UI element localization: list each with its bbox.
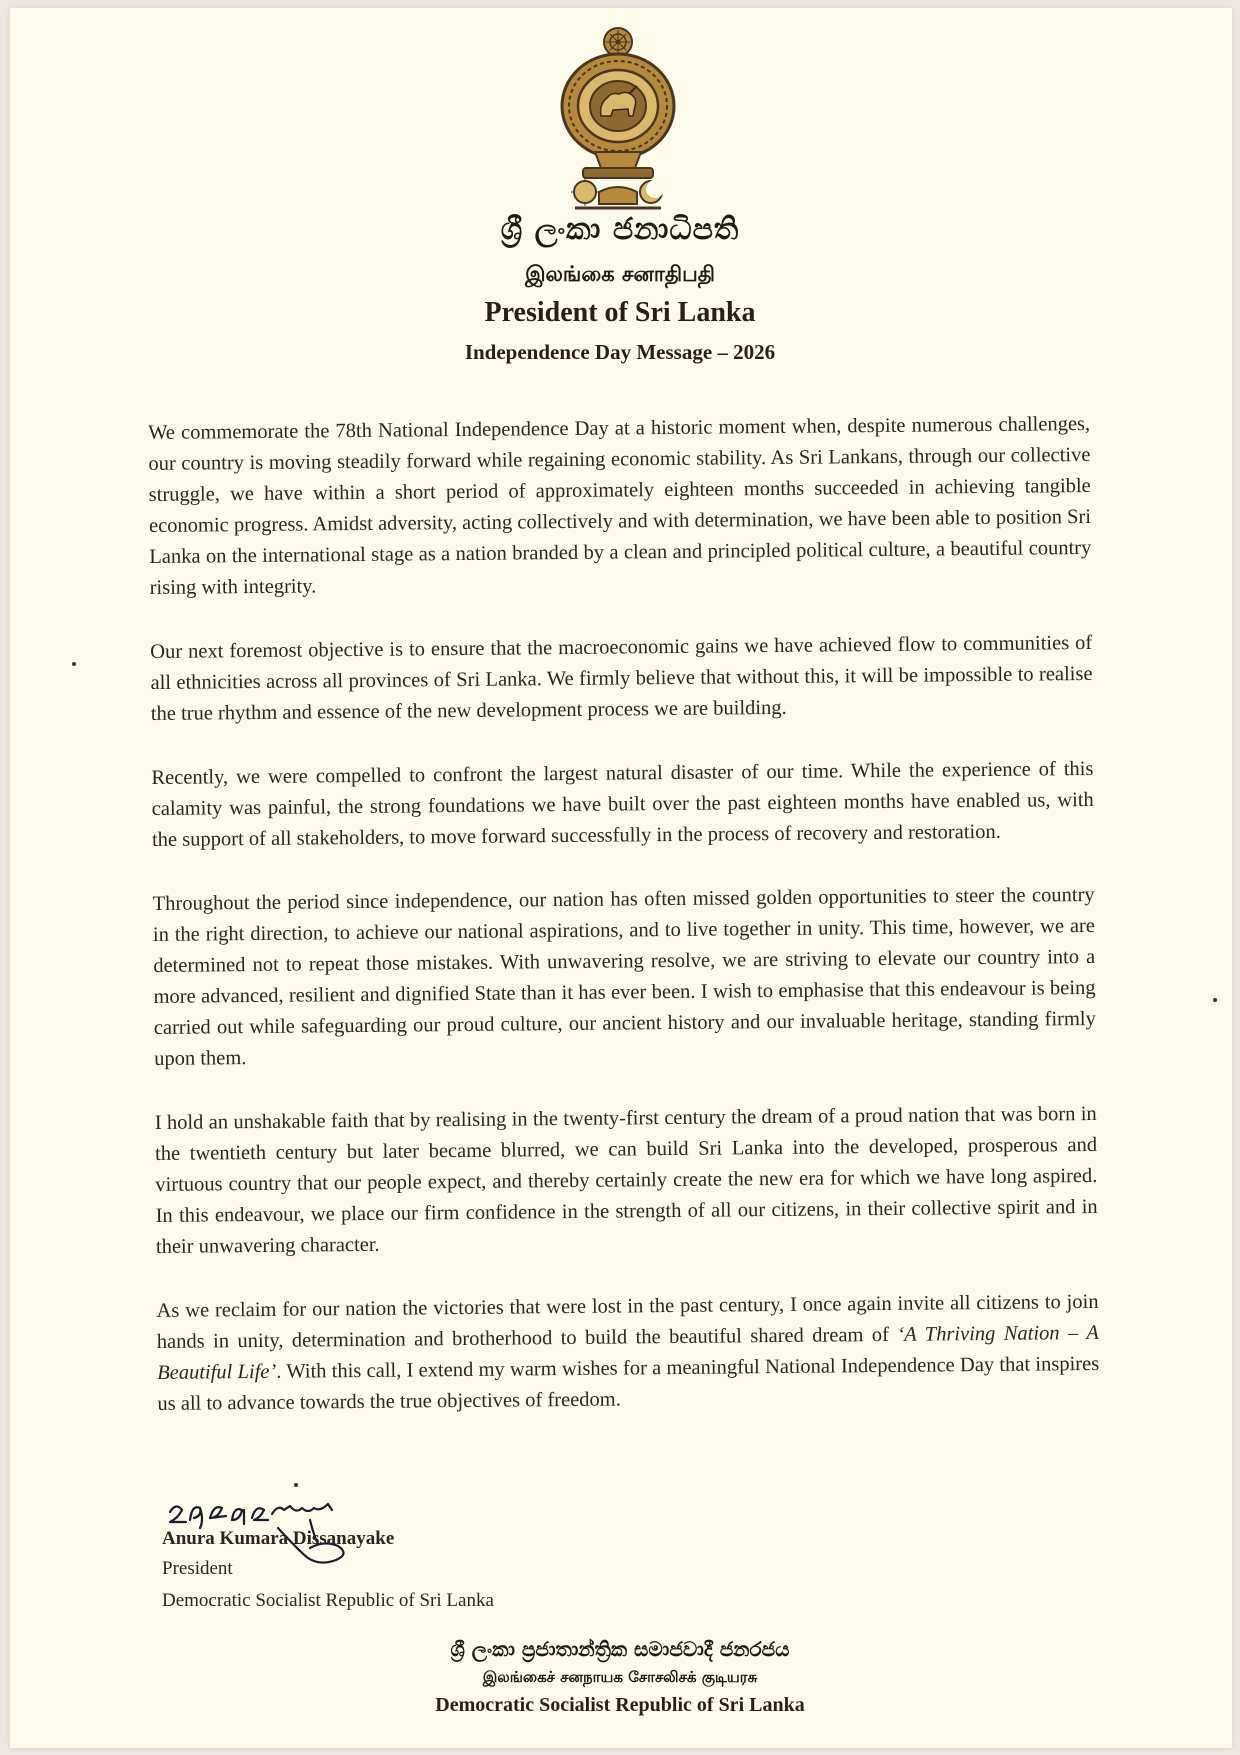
closing-paragraph [156, 1287, 1099, 1420]
signatory-title: President [162, 1558, 233, 1579]
signatory-name: Anura Kumara Dissanayake [162, 1528, 395, 1549]
footer-sinhala: ශ්‍රී ලංකා ප්‍රජාතාන්ත්‍රික සමාජවාදී ජනරජය [450, 1637, 790, 1661]
message-paragraph: Recently, we were compelled to confront the largest natural disaster of our time. While the experience of this calamity was painful, the strong foundations we have built over the past eighteen months have enabled us, with the support of all stakeholders, to move forward successfully in the process of recovery and restoration. [151, 757, 1094, 851]
message-body [148, 409, 1100, 1453]
footer-english: Democratic Socialist Republic of Sri Lanka [435, 1694, 805, 1716]
message-paragraph: Our next foremost objective is to ensure that the macroeconomic gains we have achieved flow to communities of all ethnicities across all provinces of Sri Lanka. We firmly believe that without this, it will be impossible to realise the true rhythm and essence of the new development process we are building. [150, 631, 1093, 725]
paper-speck [294, 1483, 298, 1487]
paper-speck [1213, 998, 1217, 1002]
state-emblem-icon [555, 24, 681, 214]
message-paragraph: I hold an unshakable faith that by realising in the twenty-first century the dream of a proud nation that was born in the twentieth century but later became blurred, we can build Sri Lanka into the developed, prosperous and virtuous country that our people expect, and thereby certainly create the new era for which we have long aspired. In this endeavour, we place our firm confidence in the strength of all our citizens, in their collective spirit and in their unwavering character. [154, 1102, 1098, 1258]
letterhead-title-tamil: இலங்கை சனாதிபதி [525, 262, 715, 286]
closing-text-start: As we reclaim for our nation the victories that were lost in the past century, I once again invite all citizens to join hands in unity, determination and brotherhood to build the beautiful shared dream of [156, 1290, 1099, 1353]
closing-text-end: . With this call, I extend my warm wishes for a meaningful National Independence Day that inspires us all to advance towards the true objectives of freedom. [157, 1352, 1100, 1415]
paper-speck [72, 662, 76, 666]
footer-tamil: இலங்கைச் சனநாயக சோசலிசக் குடியரசு [482, 1668, 758, 1686]
message-paragraph: We commemorate the 78th National Independence Day at a historic moment when, despite numerous challenges, our country is moving steadily forward while regaining economic stability. As Sri Lankans, through our collective struggle, we have within a short period of approximately eighteen months succeeded in achieving tangible economic progress. Amidst adversity, acting collectively and with determination, we have been able to position Sri Lanka on the international stage as a nation branded by a clean and principled political culture, a beautiful country rising with integrity. [148, 412, 1092, 599]
letterhead-title-sinhala: ශ්‍රී ලංකා ජනාධිපති [500, 212, 740, 247]
letterhead-title-english: President of Sri Lanka [484, 297, 756, 328]
message-paragraph: Throughout the period since independence, our nation has often missed golden opportunities to steer the country in the right direction, to achieve our national aspirations, and to live together in unity. This time, however, we are determined not to repeat those mistakes. With unwavering resolve, we are striving to elevate our country into a more advanced, resilient and dignified State than it has ever been. I wish to emphasise that this endeavour is being carried out while safeguarding our proud culture, our ancient history and our invaluable heritage, standing firmly upon them. [152, 883, 1096, 1070]
message-subtitle: Independence Day Message – 2026 [464, 340, 776, 364]
closing-quote: ‘A Thriving Nation – A Beautiful Life’ [157, 1321, 1099, 1384]
signatory-organisation: Democratic Socialist Republic of Sri Lanka [162, 1590, 494, 1611]
